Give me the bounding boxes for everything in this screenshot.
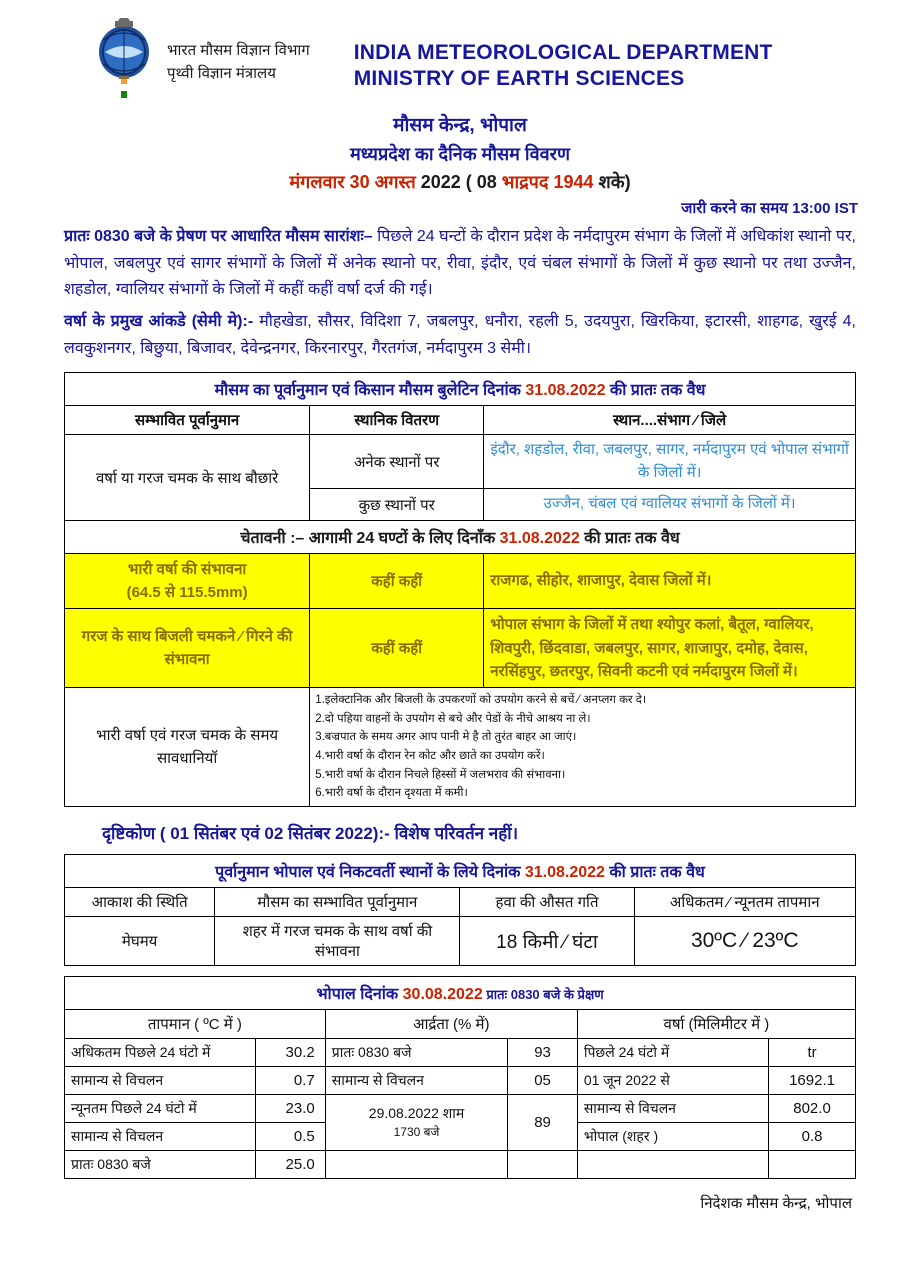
dept-eng-line1: INDIA METEOROLOGICAL DEPARTMENT [353, 41, 773, 64]
warning-type-1-sub: (64.5 से 115.5mm) [126, 584, 248, 601]
office-title: मौसम केन्द्र, भोपाल [393, 115, 527, 136]
bhopal-heading-pre: पूर्वानुमान भोपाल एवं निकटवर्ती स्थानों के लिये दिनांक [215, 863, 525, 881]
rain-value-1: tr [769, 1038, 856, 1066]
observations-heading-date: 30.08.2022 [402, 985, 483, 1003]
bhopal-forecast-heading [65, 854, 856, 887]
warning-areas-1: राजगढ, सीहोर, शाजापुर, देवास जिलों में। [484, 553, 856, 609]
national-emblem-icon [95, 18, 153, 104]
observations-heading [65, 976, 856, 1009]
bhopal-col-header-1: आकाश की स्थिति [65, 887, 215, 916]
rainfall-figures-text: मौहखेडा, सौसर, विदिशा 7, जबलपुर, धनौरा, रहली 5, उदयपुरा, खिरकिया, इटारसी, शाहगढ, खुरई 4, लवकुशनगर, बिछुया, बिजावर, देवेन्द्रनगर, किरनारपुर, गैरतगंज, नर्मदापुरम 3 सेमी। [64, 313, 856, 357]
bhopal-wind-value: 18 किमी ⁄ घंटा [460, 916, 634, 965]
precautions-list [310, 688, 856, 807]
table-row [65, 1066, 856, 1094]
observations-group-humidity: आर्द्रता (% में) [325, 1009, 577, 1038]
warning-heading [65, 520, 856, 553]
issue-time-line [40, 198, 880, 218]
rainfall-figures-paragraph [40, 309, 880, 362]
bhopal-col-header-4: अधिकतम ⁄ न्यूनतम तापमान [634, 887, 856, 916]
dept-eng-line2: MINISTRY OF EARTH SCIENCES [353, 67, 685, 91]
rain-value-3: 802.0 [769, 1094, 856, 1122]
temp-label-3: न्यूनतम पिछले 24 घंटो में [65, 1094, 256, 1122]
observations-heading-row [65, 976, 856, 1009]
rain-value-5 [769, 1150, 856, 1178]
warning-type-2: गरज के साथ बिजली चमकने ⁄ गिरने की संभावना [65, 609, 310, 688]
obs-empty-1 [325, 1150, 508, 1178]
forecast-table-column-row [65, 406, 856, 435]
rain-label-4: भोपाल (शहर ) [577, 1122, 768, 1150]
issue-time-value: 13:00 IST [792, 200, 858, 218]
precaution-item: 6.भारी वर्षा के दौरान दृश्यता में कमी। [315, 787, 468, 800]
obs-empty-2 [508, 1150, 578, 1178]
observations-table [64, 976, 856, 1179]
weather-summary-paragraph [40, 224, 880, 303]
date-part-3: भाद्रपद 1944 [501, 171, 599, 192]
bhopal-heading-post: की प्रातः तक वैध [604, 863, 705, 881]
forecast-distribution-cell-2: कुछ स्थानों पर [310, 489, 484, 521]
hum-label-2: सामान्य से विचलन [325, 1066, 508, 1094]
forecast-col-header-1: सम्भावित पूर्वानुमान [65, 406, 310, 435]
forecast-heading-post: की प्रातः तक वैध [605, 382, 706, 400]
warning-distribution-1: कहीं कहीं [310, 553, 484, 609]
hum-value-1: 93 [508, 1038, 578, 1066]
forecast-distribution-cell-1: अनेक स्थानों पर [310, 435, 484, 489]
warning-distribution-2: कहीं कहीं [310, 609, 484, 688]
forecast-places-cell-1: इंदौर, शहडोल, रीवा, जबलपुर, सागर, नर्मदापुरम एवं भोपाल संभागों के जिलों में। [484, 435, 856, 489]
hum-value-3: 89 [508, 1094, 578, 1150]
observations-heading-post: प्रातः 0830 बजे के प्रेक्षण [482, 986, 604, 1002]
bhopal-sky-value: मेघमय [65, 916, 215, 965]
rainfall-figures-label: वर्षा के प्रमुख आंकडे (सेमी मे):- [64, 313, 254, 331]
department-name-english [324, 18, 773, 93]
temp-value-3: 23.0 [256, 1094, 326, 1122]
warning-type-1 [65, 553, 310, 609]
precaution-item: 2.दो पहिया वाहनों के उपयोग से बचे और पेडों के नीचे आश्रय ना ले। [315, 712, 591, 725]
forecast-heading-pre: मौसम का पूर्वानुमान एवं किसान मौसम बुलेटिन दिनांक [214, 382, 526, 400]
hum-label-3-sub: 1730 बजे [393, 1125, 440, 1140]
temp-label-4: सामान्य से विचलन [65, 1122, 256, 1150]
bhopal-forecast-column-row [65, 887, 856, 916]
forecast-col-header-3: स्थान....संभाग ⁄ जिले [484, 406, 856, 435]
warning-heading-row [65, 520, 856, 553]
table-row [65, 553, 856, 609]
forecast-col-header-2: स्थानिक वितरण [310, 406, 484, 435]
warning-type-1-text: भारी वर्षा की संभावना [127, 560, 247, 578]
observations-group-rain: वर्षा (मिलिमीटर में ) [577, 1009, 855, 1038]
temp-value-5: 25.0 [256, 1150, 326, 1178]
warning-heading-pre: चेतावनी :– आगामी 24 घण्टों के लिए दिनाँक [240, 529, 500, 547]
forecast-type-cell: वर्षा या गरज चमक के साथ बौछारे [65, 435, 310, 521]
forecast-places-cell-2: उज्जैन, चंबल एवं ग्वालियर संभागों के जिलों में। [484, 489, 856, 521]
date-part-1: मंगलवार 30 अगस्त [289, 171, 421, 192]
bhopal-col-header-2: मौसम का सम्भावित पूर्वानुमान [215, 887, 460, 916]
forecast-heading-date: 31.08.2022 [525, 382, 606, 400]
forecast-table [64, 372, 856, 807]
bhopal-temperature-value: 30ºC ⁄ 23ºC [634, 916, 856, 965]
rain-label-1: पिछले 24 घंटो में [577, 1038, 768, 1066]
observations-group-row [65, 1009, 856, 1038]
rain-label-2: 01 जून 2022 से [577, 1066, 768, 1094]
hum-label-1: प्रातः 0830 बजे [325, 1038, 508, 1066]
bhopal-forecast-table-wrapper [64, 854, 856, 966]
bhopal-forecast-heading-row [65, 854, 856, 887]
table-row [65, 1038, 856, 1066]
bhopal-heading-date: 31.08.2022 [524, 863, 605, 881]
signature-line: निदेशक मौसम केन्द्र, भोपाल [700, 1194, 852, 1212]
observations-heading-pre: भोपाल दिनांक [316, 985, 403, 1003]
warning-areas-2: भोपाल संभाग के जिलों में तथा श्योपुर कलां, बैतूल, ग्वालियर, शिवपुरी, छिंदवाडा, जबलपुर, सागर, शाजापुर, दमोह, देवास, नरसिंहपुर, छतरपुर, सिवनी कटनी एवं नर्मदापुरम जिलों में। [484, 609, 856, 688]
temp-label-2: सामान्य से विचलन [65, 1066, 256, 1094]
warning-heading-date: 31.08.2022 [499, 529, 580, 547]
rain-label-3: सामान्य से विचलन [577, 1094, 768, 1122]
bulletin-title: मध्यप्रदेश का दैनिक मौसम विवरण [350, 143, 570, 164]
weather-summary-label: प्रातः 0830 बजे के प्रेषण पर आधारित मौसम सारांशः– [64, 228, 373, 246]
table-row [65, 1150, 856, 1178]
dept-hindi-line2: पृथ्वी विज्ञान मंत्रालय [167, 64, 276, 82]
outlook-label: दृष्टिकोण ( 01 सितंबर एवं 02 सितंबर 2022):- [102, 823, 390, 843]
bhopal-col-header-3: हवा की औसत गति [460, 887, 634, 916]
temp-label-5: प्रातः 0830 बजे [65, 1150, 256, 1178]
outlook-line [40, 821, 880, 844]
precautions-row [65, 688, 856, 807]
forecast-table-heading-row [65, 373, 856, 406]
temp-value-2: 0.7 [256, 1066, 326, 1094]
bhopal-forecast-table [64, 854, 856, 966]
date-part-2: 2022 ( 08 [420, 171, 502, 192]
warning-heading-post: की प्रातः तक वैध [579, 529, 680, 547]
precaution-item: 4.भारी वर्षा के दौरान रेन कोट और छाते का उपयोग करें। [315, 749, 545, 762]
temp-value-1: 30.2 [256, 1038, 326, 1066]
bhopal-weather-value: शहर में गरज चमक के साथ वर्षा की संभावना [215, 916, 460, 965]
precautions-label: भारी वर्षा एवं गरज चमक के समय सावधानियॉ [65, 688, 310, 807]
document-header [40, 18, 880, 104]
forecast-table-heading [65, 373, 856, 406]
weather-summary-text: पिछले 24 घन्टों के दौरान प्रदेश के नर्मदापुरम संभाग के जिलों में अधिकांश स्थानो पर, भोपाल, जबलपुर एवं सागर संभागों के जिलों में अनेक स्थानो पर, रीवा, इंदौर, एवं चंबल संभागों के जिलों में कुछ स्थानो पर तथा उज्जैन, शहडोल, ग्वालियर संभागों के जिलों में कहीं कहीं वर्षा दर्ज की गई। [64, 228, 856, 299]
forecast-table-wrapper [64, 372, 856, 807]
observations-group-temperature: तापमान ( ºC में ) [65, 1009, 326, 1038]
hum-label-3-main: 29.08.2022 शाम [368, 1105, 465, 1122]
temp-label-1: अधिकतम पिछले 24 घंटो में [65, 1038, 256, 1066]
temp-value-4: 0.5 [256, 1122, 326, 1150]
table-row [65, 435, 856, 489]
table-row [65, 916, 856, 965]
precaution-item: 1.इलेक्टानिक और बिजली के उपकरणों को उपयोग करने से बचें ⁄ अनप्लग कर दे। [315, 694, 647, 706]
table-row [65, 1094, 856, 1122]
precaution-item: 3.बज्रपात के समय अगर आप पानी मे है तो तुरंत बाहर आ जाएं। [315, 731, 577, 744]
precaution-item: 5.भारी वर्षा के दौरान निचले हिस्सों में जलभराव की संभावना। [315, 768, 566, 781]
observations-table-wrapper [64, 976, 856, 1179]
rain-value-2: 1692.1 [769, 1066, 856, 1094]
issue-time-label: जारी करने का समय [681, 200, 793, 218]
rain-label-5 [577, 1150, 768, 1178]
dept-hindi-line1: भारत मौसम विज्ञान विभाग [167, 42, 310, 59]
hum-label-3 [325, 1094, 508, 1150]
outlook-value: विशेष परिवर्तन नहीं। [389, 823, 519, 843]
department-name-hindi [167, 18, 310, 85]
table-row [65, 609, 856, 688]
rain-value-4: 0.8 [769, 1122, 856, 1150]
bulletin-date [40, 168, 880, 197]
hum-value-2: 05 [508, 1066, 578, 1094]
title-block [40, 112, 880, 196]
date-part-4: शके) [598, 171, 631, 192]
